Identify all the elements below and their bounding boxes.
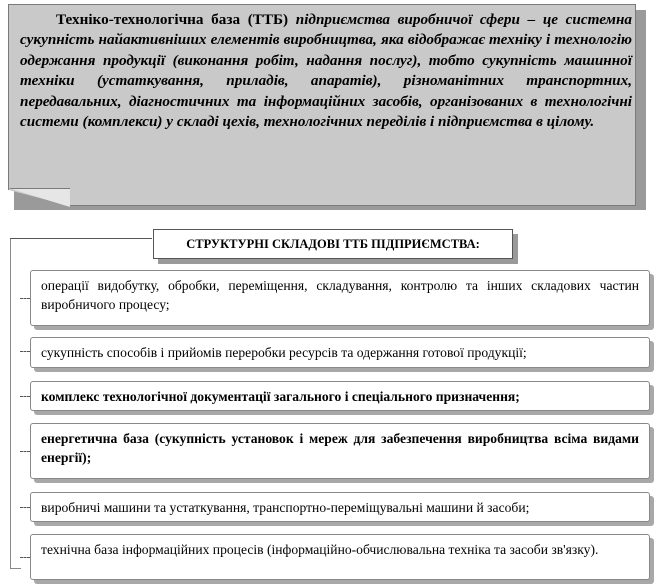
list-item-text: комплекс технологічної документації загального і спеціального призначення; [41, 389, 520, 404]
connector-branch [20, 298, 30, 299]
list-item [30, 337, 650, 368]
list-item [30, 492, 650, 522]
list-item-text: виробничі машини та устаткування, транспортно-переміщувальні машини й засоби; [41, 500, 530, 515]
list-item-text: сукупність способів і прийомів переробки ресурсів та одержання готової продукції; [41, 345, 527, 360]
list-item [30, 423, 650, 479]
list-item [30, 534, 650, 580]
connector-branch [20, 351, 30, 352]
list-item [30, 381, 650, 411]
connector-branch [20, 557, 30, 558]
definition-text [20, 10, 632, 132]
connector-frame [10, 238, 21, 569]
connector-branch [20, 451, 30, 452]
list-item [30, 270, 650, 326]
list-item-text: енергетична база (сукупність установок і мереж для забезпечення виробництва всіма видами енергії); [41, 431, 639, 465]
connector-title-line [10, 238, 152, 239]
list-item-text: технічна база інформаційних процесів (інформаційно-обчислювальна техніка та засоби зв'язку). [41, 542, 599, 557]
definition-term: Техніко-технологічна база (ТТБ) [56, 11, 289, 28]
structure-title: СТРУКТУРНІ СКЛАДОВІ ТТБ ПІДПРИЄМСТВА: [186, 236, 480, 251]
connector-branch [20, 396, 30, 397]
list-item-text: операції видобутку, обробки, переміщення, складування, контролю та інших складових частин виробничого процесу; [41, 278, 639, 312]
definition-body: підприємства виробничої сфери – це системна сукупність найактивніших елементів виробництва, яка відображає техніку і технологію одержання продукції (виконання робіт, надання послуг), тобто сукупність машинної техніки (устаткування, приладів, апаратів), різноманітних транспортних, передавальних, діагностичних та інформаційних засобів, організованих в технологічні системи (комплекси) у складі цехів, технологічних переділів і підприємства в цілому. [20, 11, 632, 131]
connector-branch [20, 507, 30, 508]
structure-title-box [153, 229, 513, 259]
